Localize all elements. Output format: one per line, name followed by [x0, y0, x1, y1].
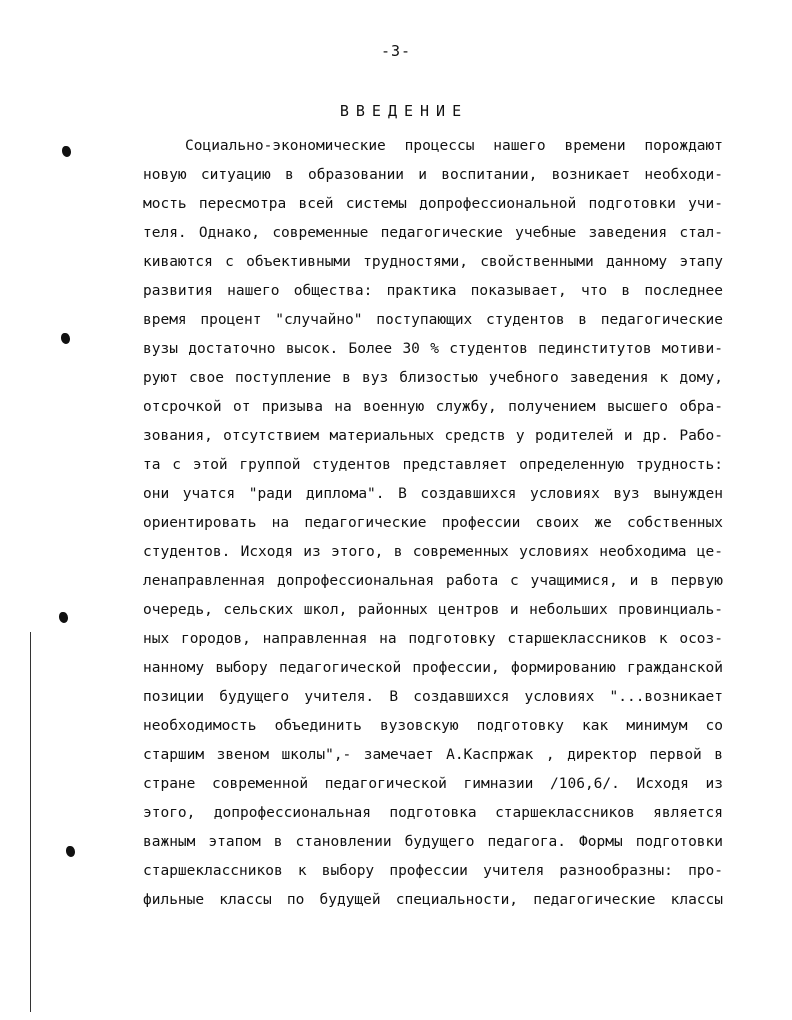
text-line: необходимость объединить вузовскую подготовку как минимум со — [143, 718, 723, 734]
text-line: студентов. Исходя из этого, в современных условиях необходима це- — [143, 544, 723, 560]
text-line: руют свое поступление в вуз близостью учебного заведения к дому, — [143, 370, 723, 386]
section-heading: ВВЕДЕНИЕ — [339, 102, 469, 120]
text-line: очередь, сельских школ, районных центров и небольших провинциаль- — [143, 602, 723, 618]
margin-mark — [62, 146, 71, 157]
text-line: этого, допрофессиональная подготовка старшеклассников является — [143, 805, 723, 821]
text-line: развития нашего общества: практика показывает, что в последнее — [143, 283, 723, 299]
margin-mark — [59, 612, 68, 623]
text-line: старшеклассников к выбору профессии учителя разнообразны: про- — [143, 863, 723, 879]
text-line: теля. Однако, современные педагогические учебные заведения стал- — [143, 225, 723, 241]
margin-mark — [61, 333, 70, 344]
text-line: вузы достаточно высок. Более 30 % студентов пединститутов мотиви- — [143, 341, 723, 357]
text-line: нанному выбору педагогической профессии, формированию гражданской — [143, 660, 723, 676]
text-line: та с этой группой студентов представляет определенную трудность: — [143, 457, 723, 473]
text-line: стране современной педагогической гимназии /106,6/. Исходя из — [143, 776, 723, 792]
text-line: они учатся "ради диплома". В создавшихся условиях вуз вынужден — [143, 486, 723, 502]
text-line: киваются с объективными трудностями, свойственными данному этапу — [143, 254, 723, 270]
text-line: новую ситуацию в образовании и воспитании, возникает необходи- — [143, 167, 723, 183]
text-line: старшим звеном школы",- замечает А.Каспржак , директор первой в — [143, 747, 723, 763]
page-number: -3- — [380, 42, 412, 60]
text-line: важным этапом в становлении будущего педагога. Формы подготовки — [143, 834, 723, 850]
text-line: мость пересмотра всей системы допрофессиональной подготовки учи- — [143, 196, 723, 212]
margin-line — [30, 632, 31, 1012]
text-line: ориентировать на педагогические профессии своих же собственных — [143, 515, 723, 531]
text-line: ленаправленная допрофессиональная работа с учащимися, и в первую — [143, 573, 723, 589]
text-line: время процент "случайно" поступающих студентов в педагогические — [143, 312, 723, 328]
text-line: Социально-экономические процессы нашего времени порождают — [185, 138, 723, 154]
margin-mark — [66, 846, 75, 857]
text-line: отсрочкой от призыва на военную службу, получением высшего обра- — [143, 399, 723, 415]
body-text — [143, 132, 723, 915]
text-line: зования, отсутствием материальных средств у родителей и др. Рабо- — [143, 428, 723, 444]
text-line: позиции будущего учителя. В создавшихся условиях "...возникает — [143, 689, 723, 705]
text-line: фильные классы по будущей специальности, педагогические классы — [143, 892, 723, 908]
text-line: ных городов, направленная на подготовку старшеклассников к осоз- — [143, 631, 723, 647]
